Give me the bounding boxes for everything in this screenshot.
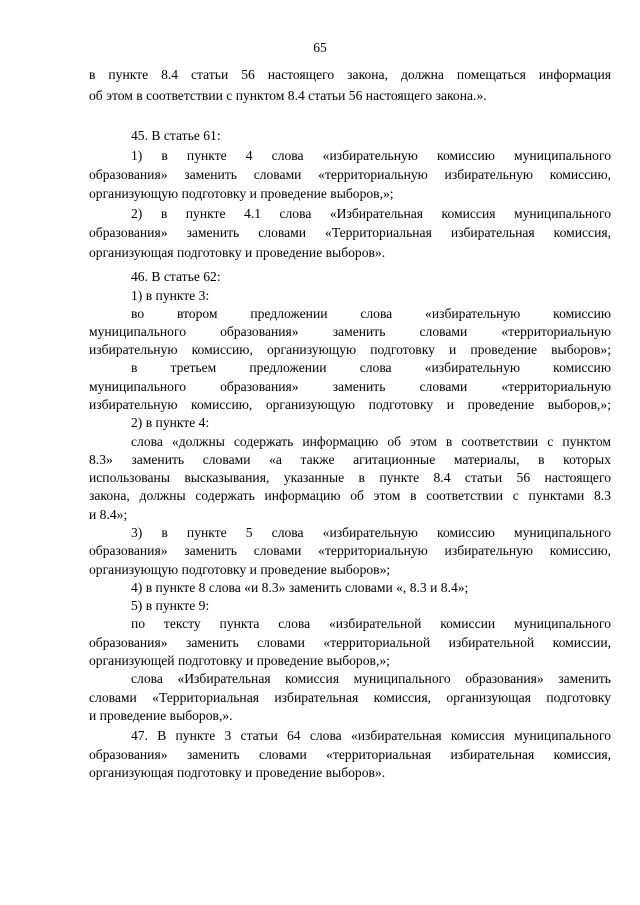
text-line: избирательную комиссию, организующую подготовку и проведение выборов»; [89, 342, 611, 357]
text-line: организующая подготовку и проведение выборов». [89, 245, 386, 260]
text-line: 8.3» заменить словами «а также агитационные материалы, в которых [89, 452, 611, 467]
text-line: 5) в пункте 9: [131, 598, 210, 613]
text-line: организующую подготовку и проведение выборов»; [89, 562, 391, 577]
text-line: образования» заменить словами «территориальную избирательную комиссию, [89, 543, 611, 558]
text-line: организующую подготовку и проведение выборов,»; [89, 186, 394, 201]
text-line: и 8.4»; [89, 507, 128, 522]
text-line: слова «должны содержать информацию об этом в соответствии с пунктом [131, 434, 611, 449]
text-line: муниципального образования» заменить словами «территориальную [89, 379, 611, 394]
text-line: 3) в пункте 5 слова «избирательную комиссию муниципального [131, 525, 611, 540]
text-line: организующей подготовку и проведение выборов,»; [89, 653, 390, 668]
text-line: и проведение выборов,». [89, 708, 233, 723]
text-line: 4) в пункте 8 слова «и 8.3» заменить словами «, 8.3 и 8.4»; [131, 580, 469, 595]
text-line: избирательную комиссию, организующую подготовку и проведение выборов,»; [89, 397, 611, 412]
text-line: слова «Избирательная комиссия муниципального образования» заменить [131, 671, 611, 686]
text-line: об этом в соответствии с пунктом 8.4 статьи 56 настоящего закона.». [89, 88, 487, 103]
text-line: 47. В пункте 3 статьи 64 слова «избирательная комиссия муниципального [131, 728, 611, 743]
text-line: муниципального образования» заменить словами «территориальную [89, 324, 611, 339]
text-line: 46. В статье 62: [131, 269, 221, 284]
text-line: образования» заменить словами «Территориальная избирательная комиссия, [89, 225, 611, 240]
text-line: закона, должны содержать информацию об этом в соответствии с пунктами 8.3 [89, 488, 611, 503]
page-number: 65 [313, 40, 327, 55]
text-line: в пункте 8.4 статьи 56 настоящего закона, должна помещаться информация [89, 67, 611, 82]
text-line: словами «Территориальная избирательная комиссия, организующая подготовку [89, 690, 611, 705]
text-line: организующая подготовку и проведение выборов». [89, 765, 386, 780]
text-line: образования» заменить словами «территориальная избирательная комиссия, [89, 747, 611, 762]
text-line: использованы высказывания, указанные в пункте 8.4 статьи 56 настоящего [89, 470, 611, 485]
text-line: 2) в пункте 4: [131, 415, 210, 430]
text-line: во втором предложении слова «избирательную комиссию [131, 306, 611, 321]
text-line: по тексту пункта слова «избирательной комиссии муниципального [131, 616, 611, 631]
text-line: 45. В статье 61: [131, 128, 221, 143]
text-line: образования» заменить словами «территориальной избирательной комиссии, [89, 635, 611, 650]
text-line: образования» заменить словами «территориальную избирательную комиссию, [89, 167, 611, 182]
text-line: в третьем предложении слова «избирательную комиссию [131, 360, 611, 375]
text-line: 2) в пункте 4.1 слова «Избирательная комиссия муниципального [131, 206, 611, 221]
text-line: 1) в пункте 4 слова «избирательную комиссию муниципального [131, 148, 611, 163]
text-line: 1) в пункте 3: [131, 288, 210, 303]
